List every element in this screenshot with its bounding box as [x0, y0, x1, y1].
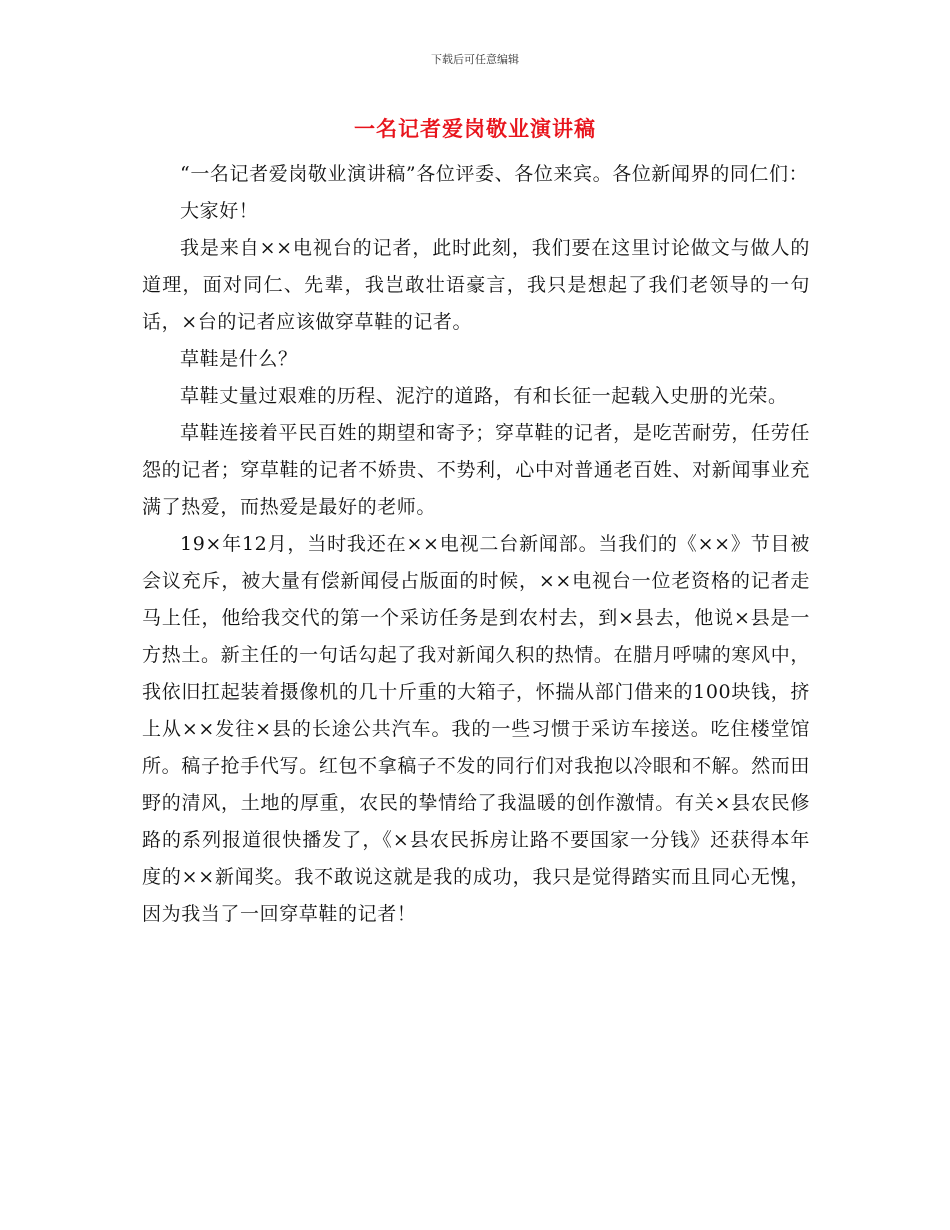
paragraph-introduction: 我是来自××电视台的记者，此时此刻，我们要在这里讨论做文与做人的道理，面对同仁、先辈，我岂敢壮语豪言，我只是想起了我们老领导的一句话，×台的记者应该做穿草鞋的记者。 — [142, 237, 810, 333]
paragraph-straw-sandals-history: 草鞋丈量过艰难的历程、泥泞的道路，有和长征一起载入史册的光荣。 — [180, 385, 788, 407]
paragraph-hello: 大家好！ — [180, 200, 259, 222]
paragraph-question: 草鞋是什么？ — [180, 348, 298, 370]
document-body — [142, 156, 810, 933]
paragraph-personal-story: 19×年12月，当时我还在××电视二台新闻部。当我们的《××》节目被会议充斥，被大量有偿新闻侵占版面的时候，××电视台一位老资格的记者走马上任，他给我交代的第一个采访任务是到农村去，到×县去，他说×县是一方热土。新主任的一句话勾起了我对新闻久积的热情。在腊月呼啸的寒风中，我依旧扛起装着摄像机的几十斤重的大箱子，怀揣从部门借来的100块钱，挤上从××发往×县的长途公共汽车。我的一些习惯于采访车接送。吃住楼堂馆所。稿子抢手代写。红包不拿稿子不发的同行们对我抱以冷眼和不解。然而田野的清风，土地的厚重，农民的挚情给了我温暖的创作激情。有关×县农民修路的系列报道很快播发了，《×县农民拆房让路不要国家一分钱》还获得本年度的××新闻奖。我不敢说这就是我的成功，我只是觉得踏实而且同心无愧，因为我当了一回穿草鞋的记者！ — [142, 533, 810, 925]
page-header-note: 下载后可任意编辑 — [431, 53, 519, 66]
paragraph-greeting-audience: “一名记者爱岗敬业演讲稿”各位评委、各位来宾。各位新闻界的同仁们： — [180, 163, 809, 185]
document-title: 一名记者爱岗敬业演讲稿 — [354, 116, 596, 141]
paragraph-straw-sandals-meaning: 草鞋连接着平民百姓的期望和寄予；穿草鞋的记者，是吃苦耐劳，任劳任怨的记者；穿草鞋的记者不娇贵、不势利，心中对普通老百姓、对新闻事业充满了热爱，而热爱是最好的老师。 — [142, 422, 810, 518]
